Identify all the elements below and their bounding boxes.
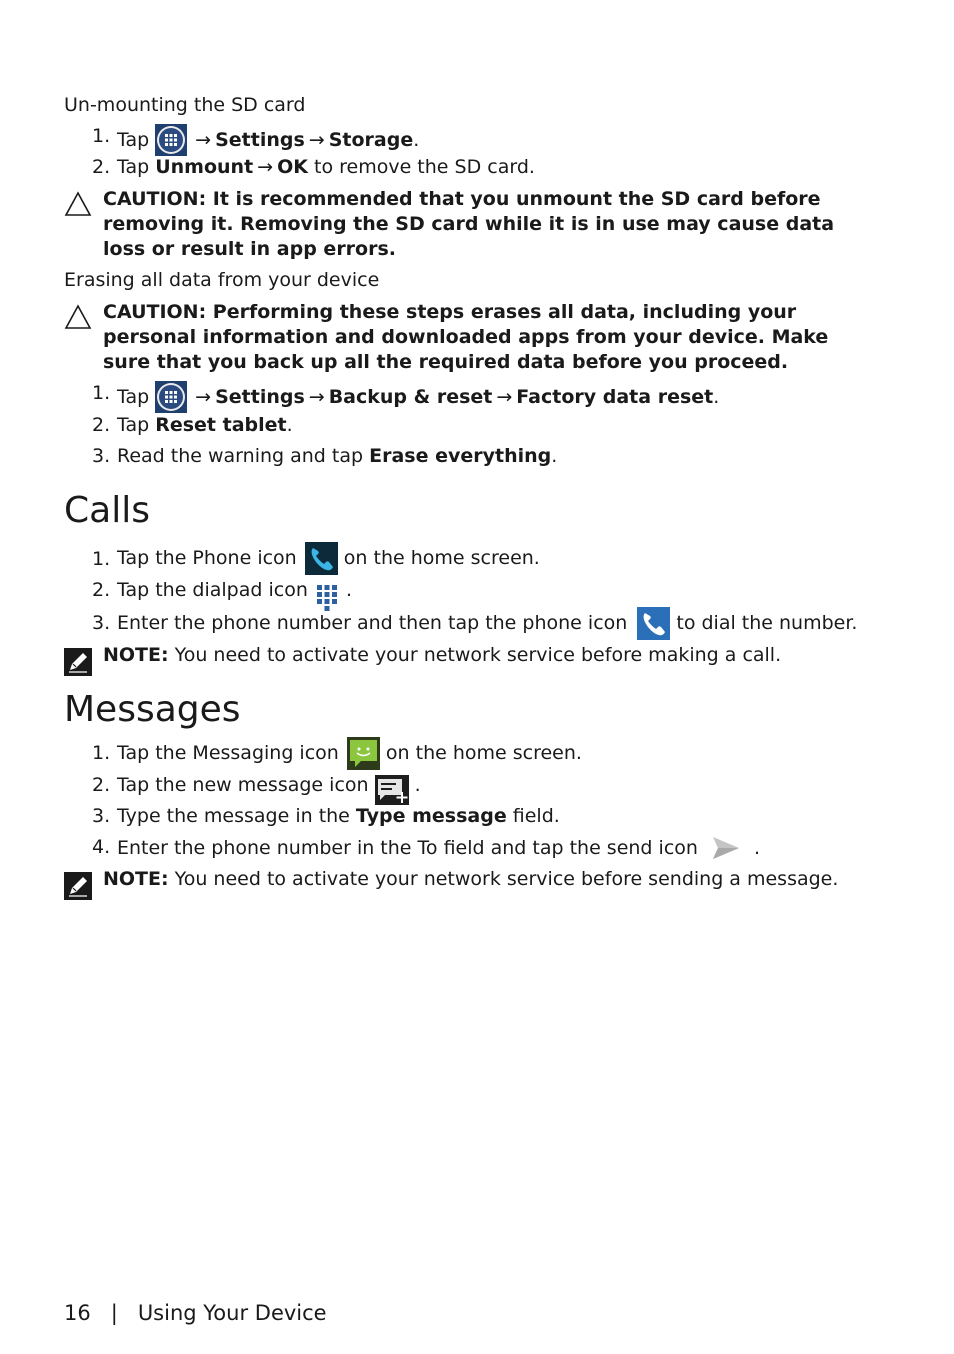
- step-unmount-1: Tap → Settings → Storage .: [117, 124, 419, 156]
- step-messages-4: Enter the phone number in the To field and tap the send icon .: [117, 833, 760, 863]
- step-messages-3: Type the message in the Type message field.: [117, 805, 560, 827]
- step-number: 2.: [92, 579, 111, 601]
- page-title-calls: Calls: [64, 490, 150, 531]
- step-number: 3.: [92, 612, 111, 634]
- step-erase-2: Tap Reset tablet .: [117, 414, 293, 436]
- caution-icon: [64, 191, 92, 217]
- note-messages: NOTE: You need to activate your network service before sending a message.: [103, 868, 839, 890]
- step-messages-2: Tap the new message icon .: [117, 773, 421, 805]
- caution-icon: [64, 304, 92, 330]
- new-message-icon: [375, 775, 409, 805]
- step-number: 1.: [92, 125, 111, 147]
- note-icon: [64, 648, 92, 676]
- note-calls: NOTE: You need to activate your network service before making a call.: [103, 644, 782, 666]
- footer-separator: |: [110, 1301, 118, 1325]
- step-calls-1: Tap the Phone icon on the home screen.: [117, 541, 540, 575]
- page-title-messages: Messages: [64, 689, 241, 730]
- step-number: 1.: [92, 548, 111, 570]
- messaging-icon: [347, 737, 380, 770]
- step-number: 2.: [92, 156, 111, 178]
- note-icon: [64, 872, 92, 900]
- step-number: 3.: [92, 445, 111, 467]
- step-calls-3: Enter the phone number and then tap the phone icon to dial the number.: [117, 606, 857, 640]
- step-number: 2.: [92, 774, 111, 796]
- section-heading-unmount: Un-mounting the SD card: [64, 94, 306, 116]
- step-number: 4.: [92, 836, 111, 858]
- step-calls-2: Tap the dialpad icon .: [117, 578, 352, 614]
- caution-erase: CAUTION: Performing these steps erases all data, including your personal information and downloaded apps from your device. Make sure that you back up all the required data before you proceed.: [103, 301, 829, 373]
- step-erase-3: Read the warning and tap Erase everything .: [117, 445, 558, 467]
- page-footer: [64, 1300, 327, 1326]
- step-unmount-2: Tap Unmount → OK to remove the SD card.: [117, 156, 535, 178]
- send-icon: [708, 833, 742, 863]
- step-messages-1: Tap the Messaging icon on the home screen.: [117, 736, 582, 770]
- apps-icon: [155, 381, 187, 413]
- phone-icon: [637, 607, 670, 640]
- caution-unmount: CAUTION: It is recommended that you unmount the SD card before removing it. Removing the SD card while it is in use may cause data loss or result in app errors.: [103, 188, 835, 260]
- section-heading-erase: Erasing all data from your device: [64, 269, 380, 291]
- footer-section: Using Your Device: [137, 1301, 327, 1325]
- apps-icon: [155, 124, 187, 156]
- page-number: 16: [64, 1301, 91, 1325]
- step-number: 2.: [92, 414, 111, 436]
- step-number: 1.: [92, 742, 111, 764]
- phone-icon: [305, 542, 338, 575]
- step-number: 3.: [92, 805, 111, 827]
- step-number: 1.: [92, 382, 111, 404]
- step-erase-1: Tap → Settings → Backup & reset → Factory data reset .: [117, 381, 719, 413]
